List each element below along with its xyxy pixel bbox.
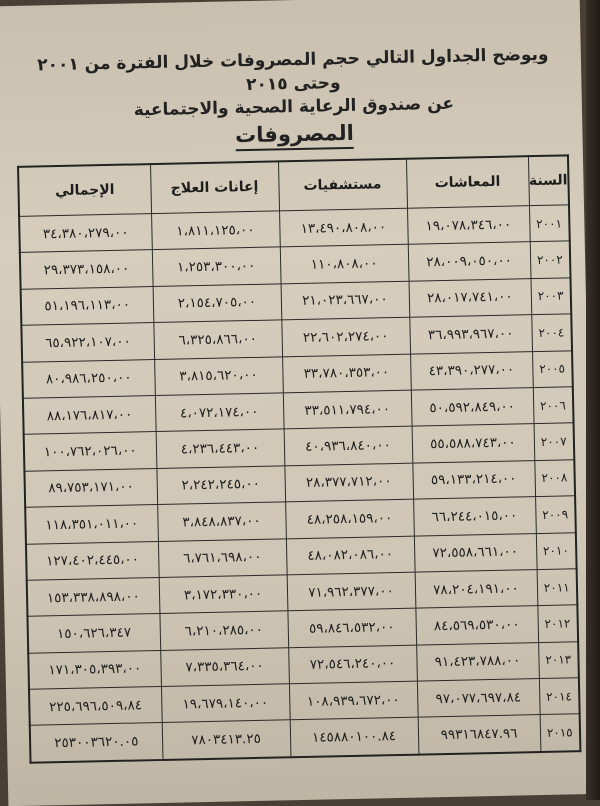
cell-year: ٢٠٠٧ — [534, 423, 575, 460]
cell-total: ١٠٠،٧٦٢،٠٢٦،٠٠ — [24, 432, 157, 471]
document-heading — [33, 43, 555, 156]
heading-line-2: عن صندوق الرعاية الصحية والاجتماعية — [133, 93, 455, 121]
cell-pensions: ٧٢،٥٥٨،٦٦١،٠٠ — [414, 533, 537, 572]
header-treatment-aid: إعانات العلاج — [150, 161, 279, 213]
cell-treatment-aid: ٣،٨٤٨،٨٣٧،٠٠ — [157, 502, 286, 541]
cell-hospitals: ٣٣،٥١١،٧٩٤،٠٠ — [283, 390, 412, 429]
cell-pensions: ٩١،٤٢٣،٧٨٨،٠٠ — [416, 642, 539, 681]
cell-hospitals: ٤٨،٢٥٨،١٥٩،٠٠ — [285, 499, 414, 538]
cell-year: ٢٠١٥ — [540, 714, 581, 752]
section-title: المصروفات — [235, 121, 354, 151]
cell-hospitals: ١٤٥٨٨٠١٠٠.٨٤ — [290, 718, 419, 758]
cell-treatment-aid: ١،٨١١،١٢٥،٠٠ — [151, 211, 280, 250]
cell-hospitals: ٢٢،٦٠٢،٢٧٤،٠٠ — [281, 317, 410, 356]
page-edge-shadow — [586, 0, 600, 800]
header-total: الإجمالي — [18, 164, 151, 216]
cell-pensions: ٥٥،٥٨٨،٧٤٣،٠٠ — [412, 424, 535, 463]
cell-total: ١٧١،٣٠٥،٣٩٣،٠٠ — [28, 650, 161, 689]
cell-hospitals: ٧٢،٥٤٦،٢٤٠،٠٠ — [288, 645, 417, 684]
cell-year: ٢٠١٢ — [537, 605, 578, 642]
cell-pensions: ٥٩،١٣٣،٢١٤،٠٠ — [412, 460, 535, 499]
cell-hospitals: ١١٠،٨٠٨،٠٠ — [280, 245, 409, 284]
cell-total: ١١٨،٣٥١،٠١١،٠٠ — [25, 505, 158, 544]
cell-pensions: ٦٦،٢٤٤،٠١٥،٠٠ — [413, 497, 536, 536]
cell-treatment-aid: ٧٨٠٣٤١٣.٢٥ — [162, 720, 291, 760]
cell-year: ٢٠٠٨ — [534, 460, 575, 497]
cell-treatment-aid: ٦،٣٢٥،٨٦٦،٠٠ — [153, 320, 282, 359]
cell-total: ١٢٧،٤٠٢،٤٤٥،٠٠ — [26, 541, 159, 580]
cell-hospitals: ٤٨،٠٨٢،٠٨٦،٠٠ — [286, 536, 415, 575]
cell-year: ٢٠١٣ — [538, 641, 579, 678]
cell-pensions: ٤٣،٣٩٠،٢٧٧،٠٠ — [410, 351, 533, 390]
cell-year: ٢٠٠١ — [529, 205, 570, 242]
cell-hospitals: ٤٠،٩٣٦،٨٤٠،٠٠ — [284, 427, 413, 466]
cell-pensions: ٥٠،٥٩٢،٨٤٩،٠٠ — [411, 388, 534, 427]
header-pensions: المعاشات — [406, 156, 529, 208]
cell-treatment-aid: ٢،٢٤٢،٢٤٥،٠٠ — [156, 466, 285, 505]
cell-treatment-aid: ٢،١٥٤،٧٠٥،٠٠ — [153, 284, 282, 323]
cell-total: ١٥٣،٣٣٨،٨٩٨،٠٠ — [27, 577, 160, 616]
header-hospitals: مستشفيات — [278, 159, 407, 211]
cell-pensions: ٩٧،٠٧٧،٦٩٧،٨٤ — [417, 679, 540, 718]
cell-treatment-aid: ٤،٢٣٦،٤٤٣،٠٠ — [156, 429, 285, 468]
cell-treatment-aid: ١٩،٦٧٩،١٤٠،٠٠ — [161, 684, 290, 723]
cell-pensions: ٩٩٣١٦٨٤٧.٩٦ — [418, 715, 541, 754]
cell-year: ٢٠١٤ — [539, 678, 580, 715]
header-year: السنة — [528, 155, 569, 205]
cell-year: ٢٠١٠ — [536, 532, 577, 569]
heading-line-1: ويوضح الجداول التالي حجم المصروفات خلال الفترة من ٢٠٠١ وحتى ٢٠١٥ — [37, 44, 549, 96]
cell-pensions: ٣٦،٩٩٣،٩٦٧،٠٠ — [409, 315, 532, 354]
cell-treatment-aid: ٦،٢١٠،٢٨٥،٠٠ — [159, 611, 288, 650]
cell-total: ٢٥٣٠٠٣٦٢٠.٠٥ — [30, 723, 163, 763]
cell-total: ٨٩،٧٥٣،١٧١،٠٠ — [24, 468, 157, 507]
cell-pensions: ١٩،٠٧٨،٣٤٦،٠٠ — [407, 206, 530, 245]
cell-hospitals: ٥٩،٨٤٦،٥٣٢،٠٠ — [287, 608, 416, 647]
cell-total: ٨٨،١٧٦،٨١٧،٠٠ — [23, 395, 156, 434]
cell-hospitals: ٣٣،٧٨٠،٣٥٣،٠٠ — [282, 354, 411, 393]
cell-treatment-aid: ٤،٠٧٢،١٧٤،٠٠ — [155, 393, 284, 432]
cell-hospitals: ٢١،٠٢٣،٦٦٧،٠٠ — [281, 281, 410, 320]
cell-treatment-aid: ١،٢٥٣،٣٠٠،٠٠ — [152, 247, 281, 286]
cell-year: ٢٠٠٥ — [532, 350, 573, 387]
cell-treatment-aid: ٣،١٧٢،٣٣٠،٠٠ — [159, 575, 288, 614]
cell-year: ٢٠٠٢ — [530, 241, 571, 278]
cell-total: ٢٢٥،٦٩٦،٥٠٩،٨٤ — [29, 687, 162, 726]
cell-pensions: ٧٨،٢٠٤،١٩١،٠٠ — [415, 569, 538, 608]
cell-year: ٢٠٠٤ — [531, 314, 572, 351]
cell-total: ٦٥،٩٢٢،١٠٧،٠٠ — [21, 323, 154, 362]
cell-year: ٢٠١١ — [537, 569, 578, 606]
cell-year: ٢٠٠٣ — [531, 278, 572, 315]
cell-treatment-aid: ٧،٣٣٥،٣٦٤،٠٠ — [160, 647, 289, 686]
cell-treatment-aid: ٦،٧٦١،٦٩٨،٠٠ — [158, 538, 287, 577]
cell-total: ١٥٠،٦٢٦،٣٤٧ — [27, 614, 160, 653]
expenses-table — [17, 154, 581, 763]
cell-hospitals: ١٣،٤٩٠،٨٠٨،٠٠ — [279, 208, 408, 247]
cell-hospitals: ٧١،٩٦٢،٣٧٧،٠٠ — [287, 572, 416, 611]
cell-hospitals: ١٠٨،٩٣٩،٦٧٢،٠٠ — [289, 681, 418, 720]
cell-hospitals: ٢٨،٣٧٧،٧١٢،٠٠ — [284, 463, 413, 502]
cell-total: ٥١،١٩٦،١١٣،٠٠ — [21, 286, 154, 325]
cell-treatment-aid: ٣،٨١٥،٦٢٠،٠٠ — [154, 356, 283, 395]
cell-pensions: ٢٨،٠١٧،٧٤١،٠٠ — [409, 278, 532, 317]
cell-total: ٨٠،٩٨٦،٢٥٠،٠٠ — [22, 359, 155, 398]
table-body — [19, 205, 580, 763]
cell-total: ٣٤،٣٨٠،٢٧٩،٠٠ — [19, 214, 152, 253]
cell-pensions: ٨٤،٥٦٩،٥٣٠،٠٠ — [415, 606, 538, 645]
cell-total: ٢٩،٣٧٣،١٥٨،٠٠ — [20, 250, 153, 289]
cell-year: ٢٠٠٦ — [533, 387, 574, 424]
cell-pensions: ٢٨،٠٠٩،٠٥٠،٠٠ — [408, 242, 531, 281]
cell-year: ٢٠٠٩ — [535, 496, 576, 533]
